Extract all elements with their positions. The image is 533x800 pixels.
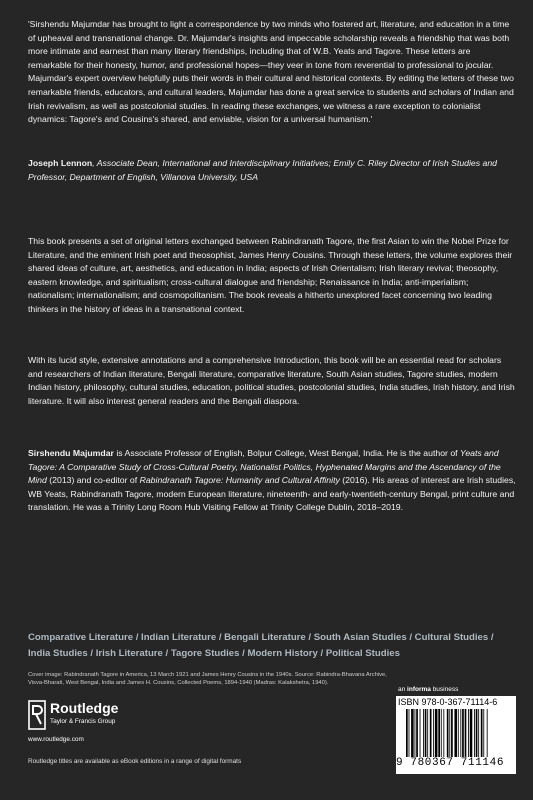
endorser-role: , Associate Dean, International and Interdisciplinary Initiatives; Emily C. Riley Director of Irish Studies and Professor, Department of English, Villanova University, USA <box>28 158 497 182</box>
barcode-bar <box>481 709 483 757</box>
barcode-bar <box>420 709 421 757</box>
informa-post: business <box>430 686 459 693</box>
barcode-bar <box>465 709 467 757</box>
barcode-bar <box>462 709 464 757</box>
barcode-bar <box>441 709 442 757</box>
barcode-bar <box>427 709 428 757</box>
barcode-bar <box>423 709 424 757</box>
barcode-bar <box>406 709 408 757</box>
barcode-bar <box>447 709 449 757</box>
informa-tagline <box>398 686 458 693</box>
routledge-logo-icon <box>28 700 46 730</box>
book-description: This book presents a set of original letters exchanged between Rabindranath Tagore, the first Asian to win the Nobel Prize for Literature, and the eminent Irish poet and theosophist, James Henry Cousins. Through these letters, the volume explores their shared ideas of culture, art, aesthetics, and education in India; aspects of Irish Orientalism; Irish literary revival; theosophy, eastern knowledge, and spiritualism; cross-cultural dialogue and friendship; Renaissance in India; anti-imperialism; nationalism; internationalism; and cosmopolitanism. The book reveals a hitherto unexplored facet concerning two leading thinkers in the history of ideas in a transnational context. <box>28 236 513 314</box>
barcode-bar <box>451 709 453 757</box>
informa-brand: informa <box>407 686 431 693</box>
endorser-name: Joseph Lennon <box>28 158 93 168</box>
barcode-bar <box>470 709 473 757</box>
informa-pre: an <box>398 686 408 693</box>
barcode-bar <box>454 709 457 757</box>
isbn-barcode <box>396 696 516 774</box>
barcode-bar <box>411 709 414 757</box>
barcode-bar <box>474 709 475 757</box>
book-audience: With its lucid style, extensive annotations and a comprehensive Introduction, this book will be an essential read for scholars and researchers of Indian literature, Bengali literature, comparative literature, South Asian studies, Tagore studies, modern Indian history, philosophy, cultural studies, education, political studies, postcolonial studies, India studies, Irish history, and Irish literature. It will also interest general readers and the Bengali diaspora. <box>28 355 515 406</box>
barcode-bar <box>487 709 488 757</box>
bio-text-3: (2016). His areas of interest are Irish studies, WB Yeats, Rabindranath Tagore, modern European literature, nineteenth- and early-twentieth-century Bengal, print culture and translation. He was a Trinity Long Room Hub Visiting Fellow at Trinity College Dublin, 2018–2019. <box>28 475 516 513</box>
barcode-bar <box>415 709 416 757</box>
barcode-bar <box>416 709 418 757</box>
barcode-bar <box>425 709 427 757</box>
barcode-bars <box>406 709 514 757</box>
publisher-name: Routledge <box>50 700 119 716</box>
publisher-group: Taylor & Francis Group <box>50 718 116 725</box>
barcode-bar <box>435 709 438 757</box>
barcode-bar <box>476 709 478 757</box>
barcode-bar <box>438 709 440 757</box>
subject-categories: Comparative Literature / Indian Literature / Bengali Literature / South Asian Studies / Cultural Studies / India Studies / Irish Literature / Tagore Studies / Modern History / Political Studies <box>28 632 494 659</box>
barcode-bar <box>409 709 410 757</box>
bio-book-2: Rabindranath Tagore: Humanity and Cultural Affinity <box>139 475 340 486</box>
barcode-bar <box>468 709 469 757</box>
barcode-bar <box>483 709 484 757</box>
bio-text-2: (2013) and co-editor of <box>46 475 140 486</box>
barcode-bar <box>458 709 459 757</box>
barcode-bar <box>433 709 434 757</box>
barcode-number: 9 780367 711146 <box>396 757 505 769</box>
bio-book-1: Yeats and Tagore: A Comparative Study of Cross-Cultural Poetry, Nationalist Politics, Hyphenated Margins and the Ascendancy of the Mind <box>28 448 501 486</box>
endorsement-attribution <box>28 157 516 184</box>
barcode-bar <box>478 709 479 757</box>
ebook-availability-note: Routledge titles are available as eBook editions in a range of digital formats <box>28 758 242 765</box>
barcode-bar <box>443 709 444 757</box>
barcode-bar <box>449 709 450 757</box>
publisher-website[interactable]: www.routledge.com <box>28 736 84 743</box>
endorsement-quote: 'Sirshendu Majumdar has brought to light a correspondence by two minds who fostered art, literature, and education in a time of upheaval and transnational change. Dr. Majumdar's insights and impeccable scholarship reveals a friendship that was both more intimate and earnest than many literary friendships, including that of W.B. Yeats and Tagore. These letters are remarkable for their honesty, humor, and professional hopes—they veer in tone from reverential to professional to jocular. Majumdar's expert overview helpfully puts their words in their cultural and historical contexts. By editing the letters of these two remarkable friends, educators, and cultural leaders, Majumdar has done a great service to students and scholars of Indian and Irish revivalism, as well as postcolonial studies. In reading these exchanges, we witness a rare exception to colonialist dynamics: Tagore's and Cousins's shared, and enviable, vision for a universal humanism.' <box>28 19 514 125</box>
author-name: Sirshendu Majumdar <box>28 448 114 458</box>
bio-text-1: is Associate Professor of English, Bolpur College, West Bengal, India. He is the author of <box>113 448 461 458</box>
isbn-number: ISBN 978-0-367-71114-6 <box>398 697 498 707</box>
barcode-bar <box>460 709 461 757</box>
publisher-logo <box>28 698 188 748</box>
cover-image-credit: Cover image: Rabindranath Tagore in America, 13 March 1921 and James Henry Cousins in the 1940s. Source: Rabindra-Bhavana Archive, Visva-Bharati, West Bengal, India and James H. Cousins, Collected Poems, 1894-1940 (Madras: Kalakshetra, 1940). <box>28 672 387 687</box>
barcode-bar <box>430 709 432 757</box>
author-bio <box>28 447 516 515</box>
